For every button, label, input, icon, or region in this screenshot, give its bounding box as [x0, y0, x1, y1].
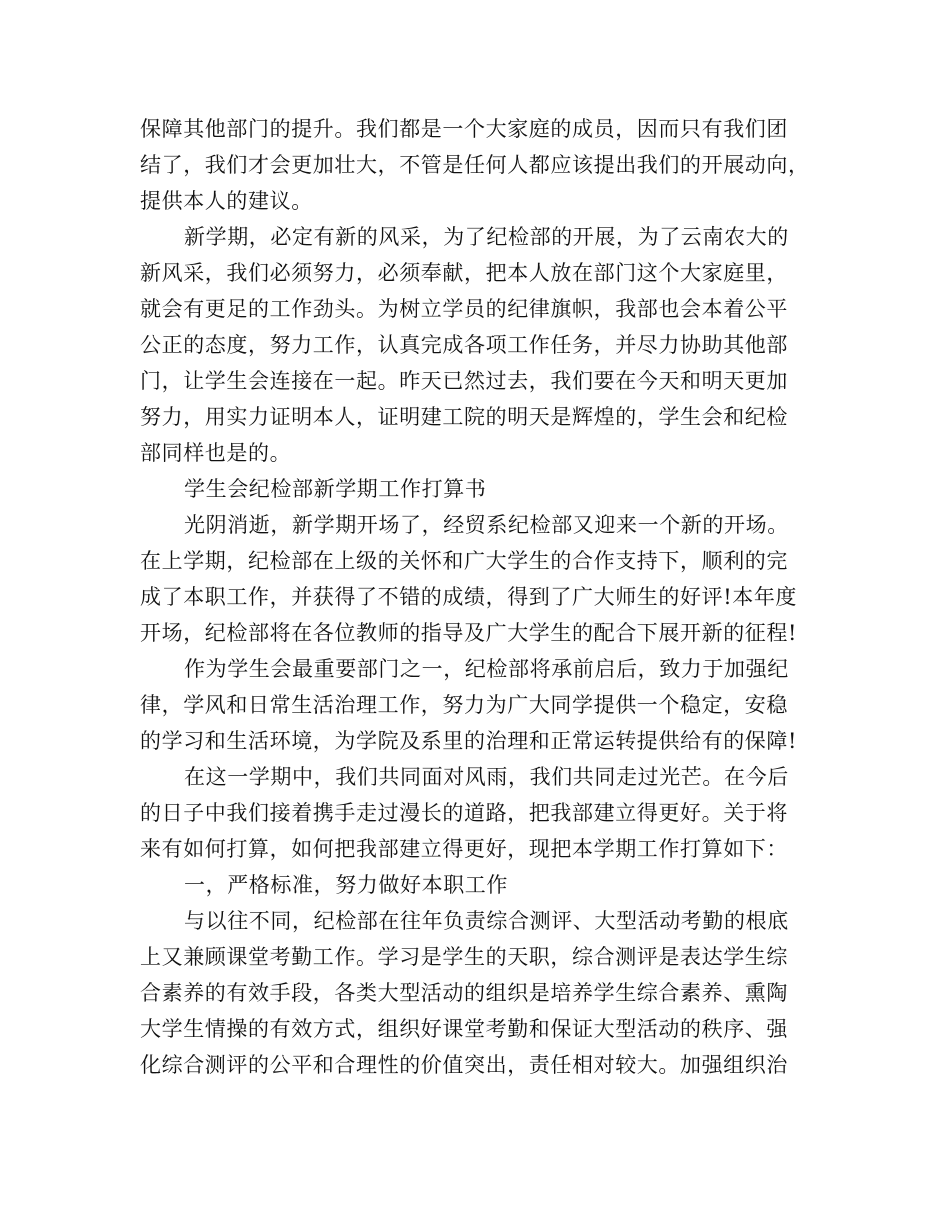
- text-line: 的日子中我们接着携手走过漫长的道路，把我部建立得更好。关于将: [140, 801, 788, 825]
- text-line: 在上学期，纪检部在上级的关怀和广大学生的合作支持下，顺利的完: [140, 549, 788, 573]
- text-line: 保障其他部门的提升。我们都是一个大家庭的成员，因而只有我们团: [140, 117, 788, 141]
- text-line: 结了，我们才会更加壮大，不管是任何人都应该提出我们的开展动向，: [140, 153, 810, 177]
- text-line: 新风采，我们必须努力，必须奉献，把本人放在部门这个大家庭里，: [140, 261, 788, 285]
- text-line: 门，让学生会连接在一起。昨天已然过去，我们要在今天和明天更加: [140, 369, 788, 393]
- text-line: 提供本人的建议。: [140, 189, 313, 213]
- paragraph-start-line: 新学期，必定有新的风采，为了纪检部的开展，为了云南农大的: [184, 225, 789, 249]
- section-heading: 一，严格标准，努力做好本职工作: [184, 873, 508, 897]
- paragraph-start-line: 与以往不同，纪检部在往年负责综合测评、大型活动考勤的根底: [184, 909, 789, 933]
- text-line: 开场，纪检部将在各位教师的指导及广大学生的配合下展开新的征程!: [140, 621, 798, 645]
- document-body: [140, 111, 830, 1083]
- text-line: 就会有更足的工作劲头。为树立学员的纪律旗帜，我部也会本着公平: [140, 297, 788, 321]
- text-line: 上又兼顾课堂考勤工作。学习是学生的天职，综合测评是表达学生综: [140, 945, 788, 969]
- text-line: 化综合测评的公平和合理性的价值突出，责任相对较大。加强组织治: [140, 1053, 788, 1077]
- text-line: 大学生情操的有效方式，组织好课堂考勤和保证大型活动的秩序、强: [140, 1017, 788, 1041]
- text-line: 成了本职工作，并获得了不错的成绩，得到了广大师生的好评!本年度: [140, 585, 798, 609]
- text-line: 部同样也是的。: [140, 441, 292, 465]
- paragraph-start-line: 光阴消逝，新学期开场了，经贸系纪检部又迎来一个新的开场。: [184, 513, 789, 537]
- text-line: 的学习和生活环境，为学院及系里的治理和正常运转提供给有的保障!: [140, 729, 798, 753]
- paragraph-start-line: 作为学生会最重要部门之一，纪检部将承前启后，致力于加强纪: [184, 657, 789, 681]
- section-title: 学生会纪检部新学期工作打算书: [184, 477, 487, 501]
- text-line: 律，学风和日常生活治理工作，努力为广大同学提供一个稳定，安稳: [140, 693, 788, 717]
- text-line: 努力，用实力证明本人，证明建工院的明天是辉煌的，学生会和纪检: [140, 405, 788, 429]
- text-line: 合素养的有效手段，各类大型活动的组织是培养学生综合素养、熏陶: [140, 981, 788, 1005]
- text-line: 来有如何打算，如何把我部建立得更好，现把本学期工作打算如下：: [140, 837, 788, 861]
- paragraph-start-line: 在这一学期中，我们共同面对风雨，我们共同走过光芒。在今后: [184, 765, 789, 789]
- text-line: 公正的态度，努力工作，认真完成各项工作任务，并尽力协助其他部: [140, 333, 788, 357]
